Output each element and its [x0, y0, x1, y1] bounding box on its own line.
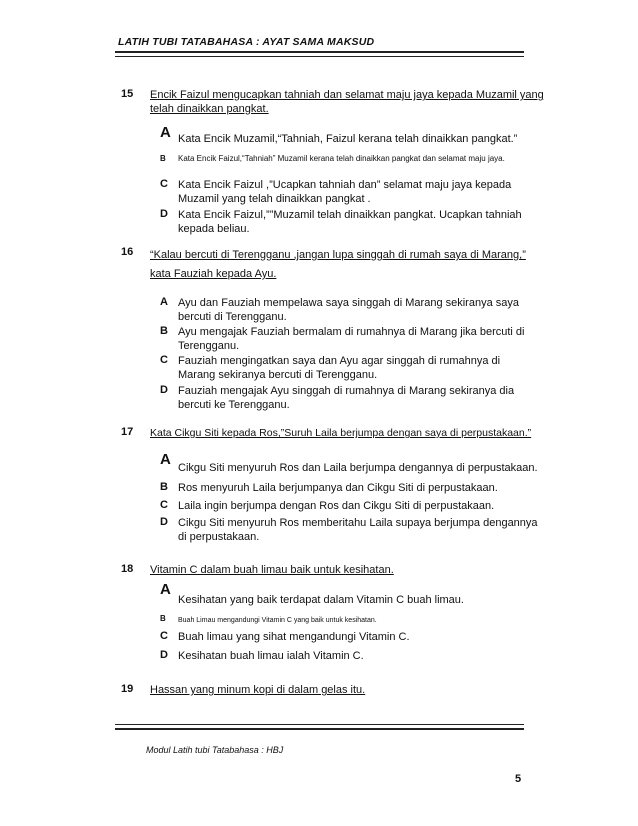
question-stem: Encik Faizul mengucapkan tahniah dan selamat maju jaya kepada Muzamil yang telah dinaikkan pangkat.: [150, 89, 544, 115]
option-text: Ayu dan Fauziah mempelawa saya singgah di Marang sekiranya saya bercuti di Terengganu.: [178, 297, 519, 323]
option-letter: A: [160, 581, 171, 598]
option-text: Fauziah mengingatkan saya dan Ayu agar singgah di rumahnya di Marang sekiranya bercuti di Terengganu.: [178, 355, 501, 381]
question-number: 17: [121, 426, 134, 438]
option-text: Kesihatan yang baik terdapat dalam Vitamin C buah limau.: [178, 594, 464, 606]
option-text: Kata Encik Faizul,“Tahniah” Muzamil kerana telah dinaikkan pangkat dan selamat maju jaya.: [178, 154, 505, 163]
footer-text: Modul Latih tubi Tatabahasa : HBJ: [146, 745, 284, 755]
option-letter: C: [160, 499, 168, 511]
page-number: 5: [515, 773, 522, 785]
option-text: Cikgu Siti menyuruh Ros dan Laila berjumpa dengannya di perpustakaan.: [178, 462, 538, 474]
question-number: 18: [121, 563, 134, 575]
option-letter: C: [160, 354, 168, 366]
option-text: Laila ingin berjumpa dengan Ros dan Cikgu Siti di perpustakaan.: [178, 500, 495, 512]
option-text: Ayu mengajak Fauziah bermalam di rumahnya di Marang jika bercuti di Terengganu.: [178, 326, 525, 352]
option-text: Cikgu Siti menyuruh Ros memberitahu Laila supaya berjumpa dengannya di perpustakaan.: [178, 517, 538, 543]
option-letter: D: [160, 208, 168, 220]
option-letter: A: [160, 451, 171, 468]
option-text: Buah Limau mengandungi Vitamin C yang baik untuk kesihatan.: [178, 617, 377, 624]
option-text: Buah limau yang sihat mengandungi Vitamin C.: [178, 631, 410, 643]
question-number: 19: [121, 683, 134, 695]
option-text: Kata Encik Muzamil,“Tahniah, Faizul kerana telah dinaikkan pangkat.”: [178, 133, 518, 145]
option-letter: C: [160, 178, 168, 190]
question-stem: Hassan yang minum kopi di dalam gelas itu.: [150, 684, 366, 696]
option-letter: B: [160, 154, 166, 163]
option-letter: A: [160, 124, 171, 141]
header-title: LATIH TUBI TATABAHASA : AYAT SAMA MAKSUD: [118, 36, 375, 48]
option-letter: D: [160, 384, 168, 396]
option-letter: D: [160, 649, 168, 661]
header-rule-bottom: [115, 56, 524, 57]
option-letter: B: [160, 481, 168, 493]
footer-rule-bottom: [115, 728, 524, 730]
question-stem: Vitamin C dalam buah limau baik untuk kesihatan.: [150, 564, 394, 576]
option-letter: C: [160, 630, 168, 642]
option-letter: D: [160, 516, 168, 528]
option-letter: B: [160, 614, 166, 623]
question-stem: “Kalau bercuti di Terengganu ,jangan lupa singgah di rumah saya di Marang,” kata Fauziah kepada Ayu.: [150, 249, 526, 280]
question-number: 16: [121, 246, 134, 258]
question-number: 15: [121, 88, 134, 100]
header-rule-top: [115, 51, 524, 53]
option-text: Kata Encik Faizul,””Muzamil telah dinaikkan pangkat. Ucapkan tahniah kepada beliau.: [178, 209, 522, 235]
footer-rule-top: [115, 724, 524, 725]
option-text: Fauziah mengajak Ayu singgah di rumahnya di Marang sekiranya dia bercuti ke Terengganu.: [178, 385, 515, 411]
option-text: Kesihatan buah limau ialah Vitamin C.: [178, 650, 364, 662]
option-text: Kata Encik Faizul ,”Ucapkan tahniah dan” selamat maju jaya kepada Muzamil yang telah dinaikkan pangkat .: [178, 179, 512, 205]
question-stem: Kata Cikgu Siti kepada Ros,”Suruh Laila berjumpa dengan saya di perpustakaan.”: [150, 427, 532, 439]
option-text: Ros menyuruh Laila berjumpanya dan Cikgu Siti di perpustakaan.: [178, 482, 498, 494]
option-letter: A: [160, 296, 168, 308]
option-letter: B: [160, 325, 168, 337]
